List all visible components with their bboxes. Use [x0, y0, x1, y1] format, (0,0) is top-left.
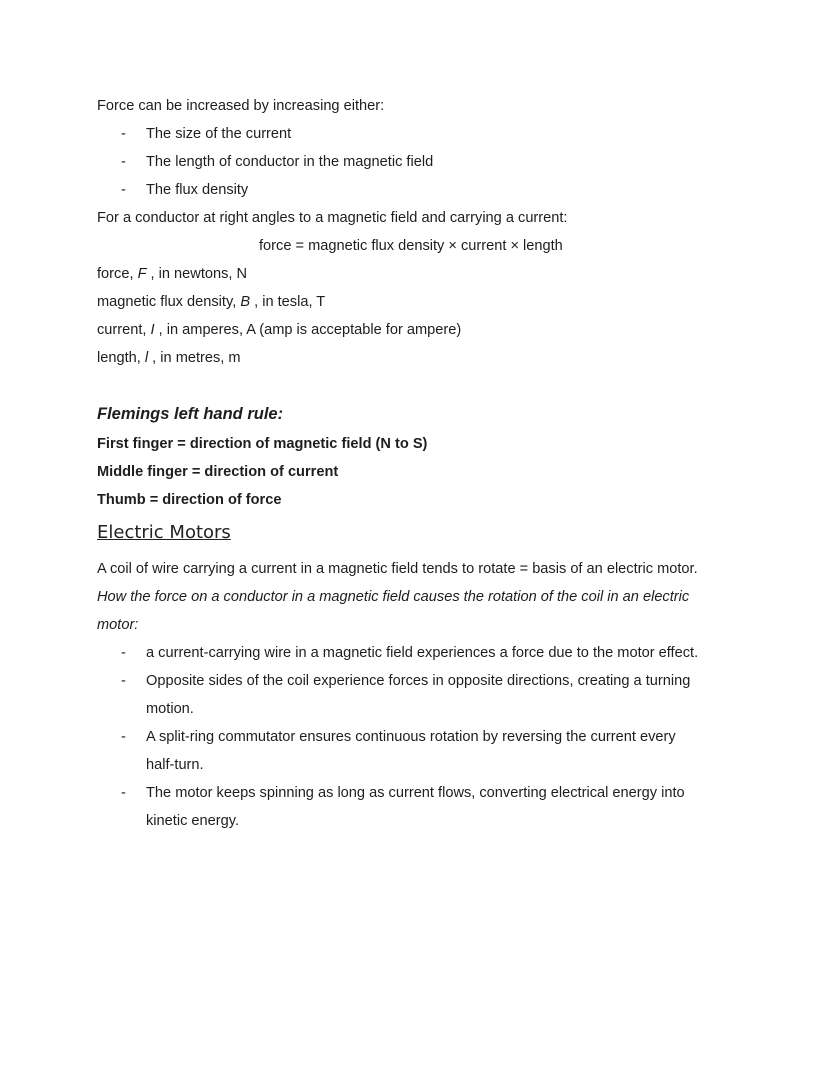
motor-point: Opposite sides of the coil experience forces in opposite directions, creating a turning [146, 673, 691, 689]
intro-text: Force can be increased by increasing either: [97, 98, 385, 114]
motor-point-cont: half-turn. [146, 757, 204, 773]
unit-label: current, [97, 322, 151, 338]
unit-desc: , in amperes, A (amp is acceptable for ampere) [154, 322, 462, 338]
fleming-heading: Flemings left hand rule: [97, 405, 284, 423]
motors-question-cont: motor: [97, 617, 139, 633]
bullet-marker: - [121, 126, 126, 142]
motor-point-cont: motion. [146, 701, 194, 717]
equation: force = magnetic flux density × current × length [259, 238, 563, 254]
unit-line-current [97, 321, 461, 339]
motor-point: a current-carrying wire in a magnetic field experiences a force due to the motor effect. [146, 645, 699, 661]
fleming-line: Middle finger = direction of current [97, 464, 339, 480]
motors-intro: A coil of wire carrying a current in a magnetic field tends to rotate = basis of an electric motor. [97, 561, 698, 577]
unit-line-force [97, 265, 247, 283]
unit-symbol: F [137, 266, 147, 282]
unit-desc: , in tesla, T [250, 294, 326, 310]
motor-point-cont: kinetic energy. [146, 813, 240, 829]
unit-label: length, [97, 350, 145, 366]
unit-desc: , in newtons, N [146, 266, 248, 282]
unit-desc: , in metres, m [148, 350, 241, 366]
fleming-line: First finger = direction of magnetic field (N to S) [97, 436, 428, 452]
motors-question: How the force on a conductor in a magnetic field causes the rotation of the coil in an electric [97, 589, 690, 605]
unit-label: force, [97, 266, 138, 282]
factor-item: The flux density [146, 182, 249, 198]
unit-line-length [97, 349, 241, 367]
unit-symbol: l [144, 350, 149, 366]
unit-symbol: I [150, 322, 155, 338]
bullet-marker: - [121, 645, 126, 661]
fleming-line: Thumb = direction of force [97, 492, 282, 508]
bullet-marker: - [121, 154, 126, 170]
bullet-marker: - [121, 182, 126, 198]
factor-item: The length of conductor in the magnetic field [146, 154, 434, 170]
motor-point: The motor keeps spinning as long as current flows, converting electrical energy into [146, 785, 685, 801]
bullet-marker: - [121, 785, 126, 801]
unit-line-flux [97, 293, 325, 311]
bullet-marker: - [121, 729, 126, 745]
motor-point: A split-ring commutator ensures continuous rotation by reversing the current every [146, 729, 676, 745]
unit-label: magnetic flux density, [97, 294, 241, 310]
bullet-marker: - [121, 673, 126, 689]
unit-symbol: B [240, 294, 251, 310]
section-heading-electric-motors: Electric Motors [97, 522, 231, 543]
factor-item: The size of the current [146, 126, 292, 142]
right-angle-text: For a conductor at right angles to a magnetic field and carrying a current: [97, 210, 568, 226]
